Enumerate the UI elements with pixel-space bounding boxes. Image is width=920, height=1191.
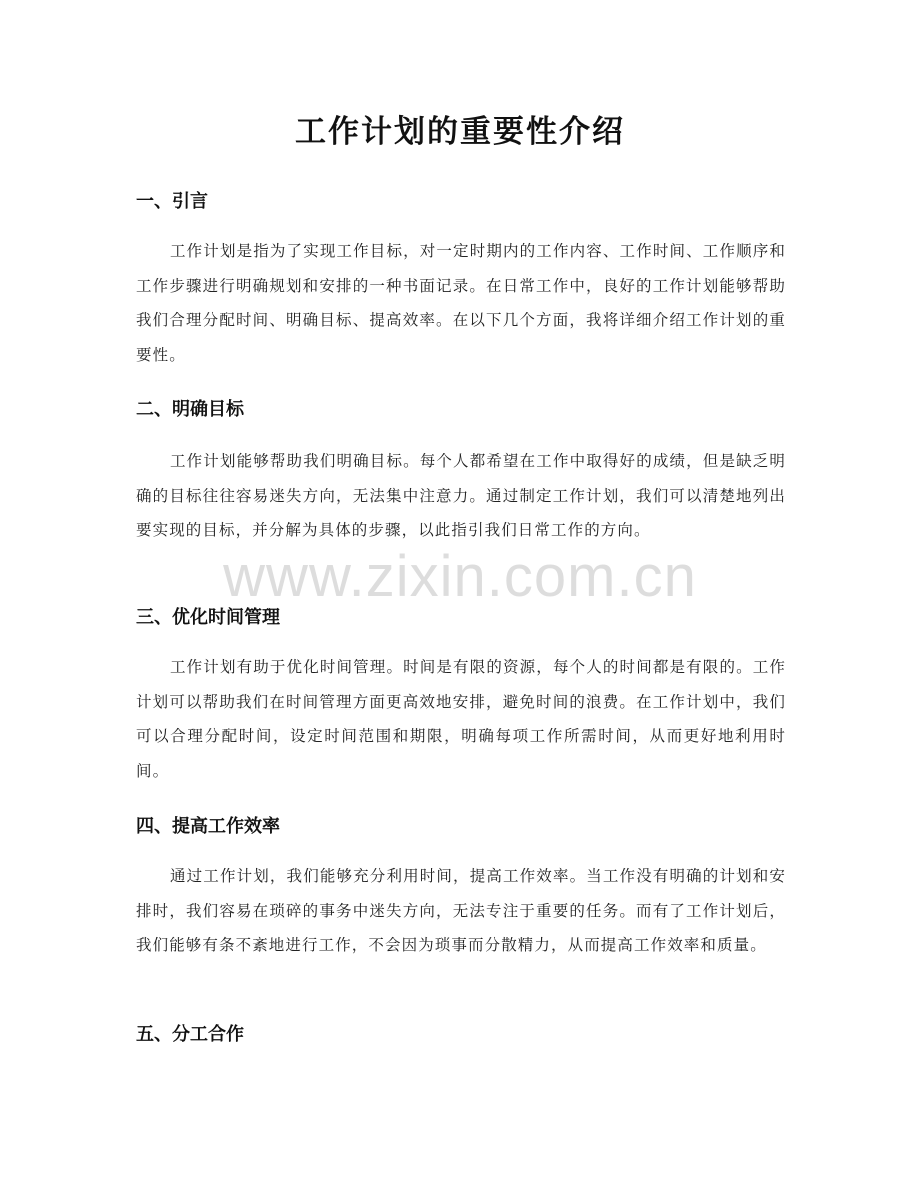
section-heading-work-efficiency: 四、提高工作效率 xyxy=(136,816,280,837)
section-paragraph-time-management: 工作计划有助于优化时间管理。时间是有限的资源，每个人的时间都是有限的。工作计划可以帮助我们在时间管理方面更高效地安排，避免时间的浪费。在工作计划中，我们可以合理分配时间，设定时间范围和期限，明确每项工作所需时间，从而更好地利用时间。 xyxy=(136,658,786,780)
section-heading-clear-goals: 二、明确目标 xyxy=(136,399,244,420)
section-heading-time-management: 三、优化时间管理 xyxy=(136,607,280,628)
section-paragraph-work-efficiency: 通过工作计划，我们能够充分利用时间，提高工作效率。当工作没有明确的计划和安排时，我们容易在琐碎的事务中迷失方向，无法专注于重要的任务。而有了工作计划后，我们能够有条不紊地进行工作，不会因为琐事而分散精力，从而提高工作效率和质量。 xyxy=(136,867,786,954)
section-paragraph-introduction: 工作计划是指为了实现工作目标，对一定时期内的工作内容、工作时间、工作顺序和工作步骤进行明确规划和安排的一种书面记录。在日常工作中，良好的工作计划能够帮助我们合理分配时间、明确目标、提高效率。在以下几个方面，我将详细介绍工作计划的重要性。 xyxy=(136,242,786,364)
document-title: 工作计划的重要性介绍 xyxy=(295,114,625,150)
section-paragraph-clear-goals: 工作计划能够帮助我们明确目标。每个人都希望在工作中取得好的成绩，但是缺乏明确的目标往往容易迷失方向，无法集中注意力。通过制定工作计划，我们可以清楚地列出要实现的目标，并分解为具体的步骤，以此指引我们日常工作的方向。 xyxy=(136,452,786,539)
section-heading-division-of-labor: 五、分工合作 xyxy=(136,1024,244,1045)
watermark-text: www.zixin.com.cn xyxy=(223,544,697,609)
section-heading-introduction: 一、引言 xyxy=(136,191,208,212)
